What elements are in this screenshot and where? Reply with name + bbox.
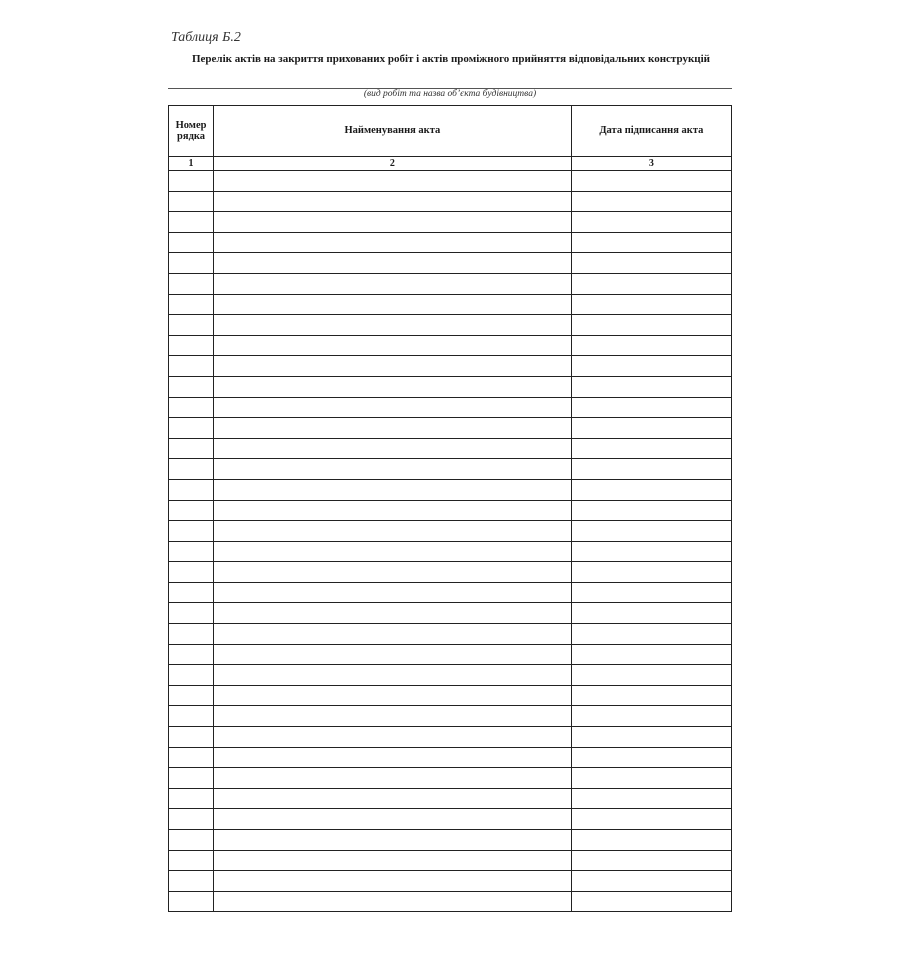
cell-act-name[interactable] [214,562,572,583]
table-row [169,850,732,871]
cell-act-name[interactable] [214,191,572,212]
cell-row-number[interactable] [169,232,214,253]
table-label: Таблиця Б.2 [171,30,241,45]
cell-signing-date[interactable] [571,521,731,542]
cell-act-name[interactable] [214,294,572,315]
table-body [169,171,732,912]
table-row [169,665,732,686]
cell-row-number[interactable] [169,171,214,192]
header-act-name: Найменування акта [214,106,572,157]
table-row [169,809,732,830]
cell-row-number[interactable] [169,850,214,871]
cell-signing-date[interactable] [571,747,731,768]
table-row [169,624,732,645]
cell-row-number[interactable] [169,582,214,603]
cell-act-name[interactable] [214,603,572,624]
cell-signing-date[interactable] [571,397,731,418]
cell-signing-date[interactable] [571,191,731,212]
cell-act-name[interactable] [214,232,572,253]
table-row [169,830,732,851]
cell-act-name[interactable] [214,871,572,892]
cell-act-name[interactable] [214,335,572,356]
cell-row-number[interactable] [169,747,214,768]
table-header-row [169,106,732,157]
cell-act-name[interactable] [214,479,572,500]
cell-signing-date[interactable] [571,768,731,789]
cell-row-number[interactable] [169,273,214,294]
table-row [169,335,732,356]
cell-row-number[interactable] [169,253,214,274]
cell-act-name[interactable] [214,212,572,233]
cell-act-name[interactable] [214,624,572,645]
cell-row-number[interactable] [169,706,214,727]
cell-row-number[interactable] [169,871,214,892]
cell-act-name[interactable] [214,706,572,727]
cell-signing-date[interactable] [571,830,731,851]
table-row [169,273,732,294]
table-row [169,685,732,706]
cell-signing-date[interactable] [571,685,731,706]
table-row [169,232,732,253]
header-row-number: Номер рядка [169,106,214,157]
cell-act-name[interactable] [214,376,572,397]
cell-act-name[interactable] [214,727,572,748]
cell-signing-date[interactable] [571,232,731,253]
cell-signing-date[interactable] [571,603,731,624]
table-row [169,500,732,521]
cell-row-number[interactable] [169,459,214,480]
cell-signing-date[interactable] [571,356,731,377]
cell-act-name[interactable] [214,273,572,294]
column-number-3: 3 [571,157,731,171]
column-number-2: 2 [214,157,572,171]
cell-signing-date[interactable] [571,315,731,336]
cell-signing-date[interactable] [571,582,731,603]
cell-row-number[interactable] [169,830,214,851]
cell-row-number[interactable] [169,500,214,521]
cell-signing-date[interactable] [571,809,731,830]
cell-row-number[interactable] [169,727,214,748]
cell-row-number[interactable] [169,397,214,418]
cell-signing-date[interactable] [571,871,731,892]
cell-signing-date[interactable] [571,376,731,397]
cell-row-number[interactable] [169,315,214,336]
column-number-1: 1 [169,157,214,171]
table-row [169,603,732,624]
table-row [169,521,732,542]
cell-act-name[interactable] [214,418,572,439]
cell-row-number[interactable] [169,685,214,706]
table-row [169,706,732,727]
cell-act-name[interactable] [214,850,572,871]
cell-signing-date[interactable] [571,273,731,294]
table-row [169,294,732,315]
cell-row-number[interactable] [169,376,214,397]
cell-row-number[interactable] [169,768,214,789]
cell-signing-date[interactable] [571,418,731,439]
table-row [169,644,732,665]
cell-signing-date[interactable] [571,212,731,233]
cell-signing-date[interactable] [571,624,731,645]
cell-signing-date[interactable] [571,500,731,521]
acts-table [168,105,732,912]
cell-signing-date[interactable] [571,665,731,686]
cell-signing-date[interactable] [571,479,731,500]
table-row [169,747,732,768]
cell-row-number[interactable] [169,438,214,459]
table-row [169,356,732,377]
cell-signing-date[interactable] [571,294,731,315]
cell-signing-date[interactable] [571,891,731,912]
cell-row-number[interactable] [169,788,214,809]
cell-act-name[interactable] [214,768,572,789]
cell-signing-date[interactable] [571,644,731,665]
cell-row-number[interactable] [169,418,214,439]
table-row [169,418,732,439]
cell-act-name[interactable] [214,891,572,912]
cell-act-name[interactable] [214,541,572,562]
table-row [169,582,732,603]
cell-row-number[interactable] [169,294,214,315]
cell-row-number[interactable] [169,356,214,377]
cell-act-name[interactable] [214,253,572,274]
table-row [169,541,732,562]
cell-signing-date[interactable] [571,706,731,727]
cell-signing-date[interactable] [571,727,731,748]
cell-signing-date[interactable] [571,253,731,274]
cell-signing-date[interactable] [571,438,731,459]
table-row [169,376,732,397]
cell-act-name[interactable] [214,809,572,830]
table-row [169,562,732,583]
cell-row-number[interactable] [169,809,214,830]
table-row [169,871,732,892]
cell-act-name[interactable] [214,665,572,686]
cell-row-number[interactable] [169,624,214,645]
cell-act-name[interactable] [214,438,572,459]
object-caption: (вид робіт та назва об’єкта будівництва) [363,89,537,99]
cell-signing-date[interactable] [571,171,731,192]
cell-act-name[interactable] [214,788,572,809]
table-row [169,891,732,912]
table-row [169,315,732,336]
header-signing-date: Дата підписання акта [571,106,731,157]
cell-row-number[interactable] [169,212,214,233]
cell-signing-date[interactable] [571,850,731,871]
cell-act-name[interactable] [214,397,572,418]
cell-act-name[interactable] [214,315,572,336]
cell-act-name[interactable] [214,356,572,377]
cell-signing-date[interactable] [571,562,731,583]
cell-row-number[interactable] [169,603,214,624]
table-row [169,397,732,418]
cell-act-name[interactable] [214,685,572,706]
table-row [169,171,732,192]
cell-row-number[interactable] [169,521,214,542]
table-row [169,212,732,233]
table-row [169,191,732,212]
cell-row-number[interactable] [169,191,214,212]
cell-signing-date[interactable] [571,541,731,562]
cell-row-number[interactable] [169,562,214,583]
cell-signing-date[interactable] [571,459,731,480]
cell-act-name[interactable] [214,500,572,521]
cell-signing-date[interactable] [571,788,731,809]
cell-act-name[interactable] [214,582,572,603]
cell-row-number[interactable] [169,644,214,665]
cell-signing-date[interactable] [571,335,731,356]
table-row [169,788,732,809]
cell-row-number[interactable] [169,891,214,912]
cell-act-name[interactable] [214,521,572,542]
table-row [169,768,732,789]
table-row [169,253,732,274]
cell-act-name[interactable] [214,171,572,192]
cell-row-number[interactable] [169,665,214,686]
cell-act-name[interactable] [214,830,572,851]
table-row [169,479,732,500]
cell-act-name[interactable] [214,644,572,665]
cell-act-name[interactable] [214,459,572,480]
column-number-row [169,157,732,171]
document-title: Перелік актів на закриття прихованих робіт і актів проміжного прийняття відповідальних конструкцій [191,53,711,65]
cell-row-number[interactable] [169,479,214,500]
table-row [169,727,732,748]
table-row [169,459,732,480]
table-row [169,438,732,459]
cell-row-number[interactable] [169,541,214,562]
cell-row-number[interactable] [169,335,214,356]
cell-act-name[interactable] [214,747,572,768]
